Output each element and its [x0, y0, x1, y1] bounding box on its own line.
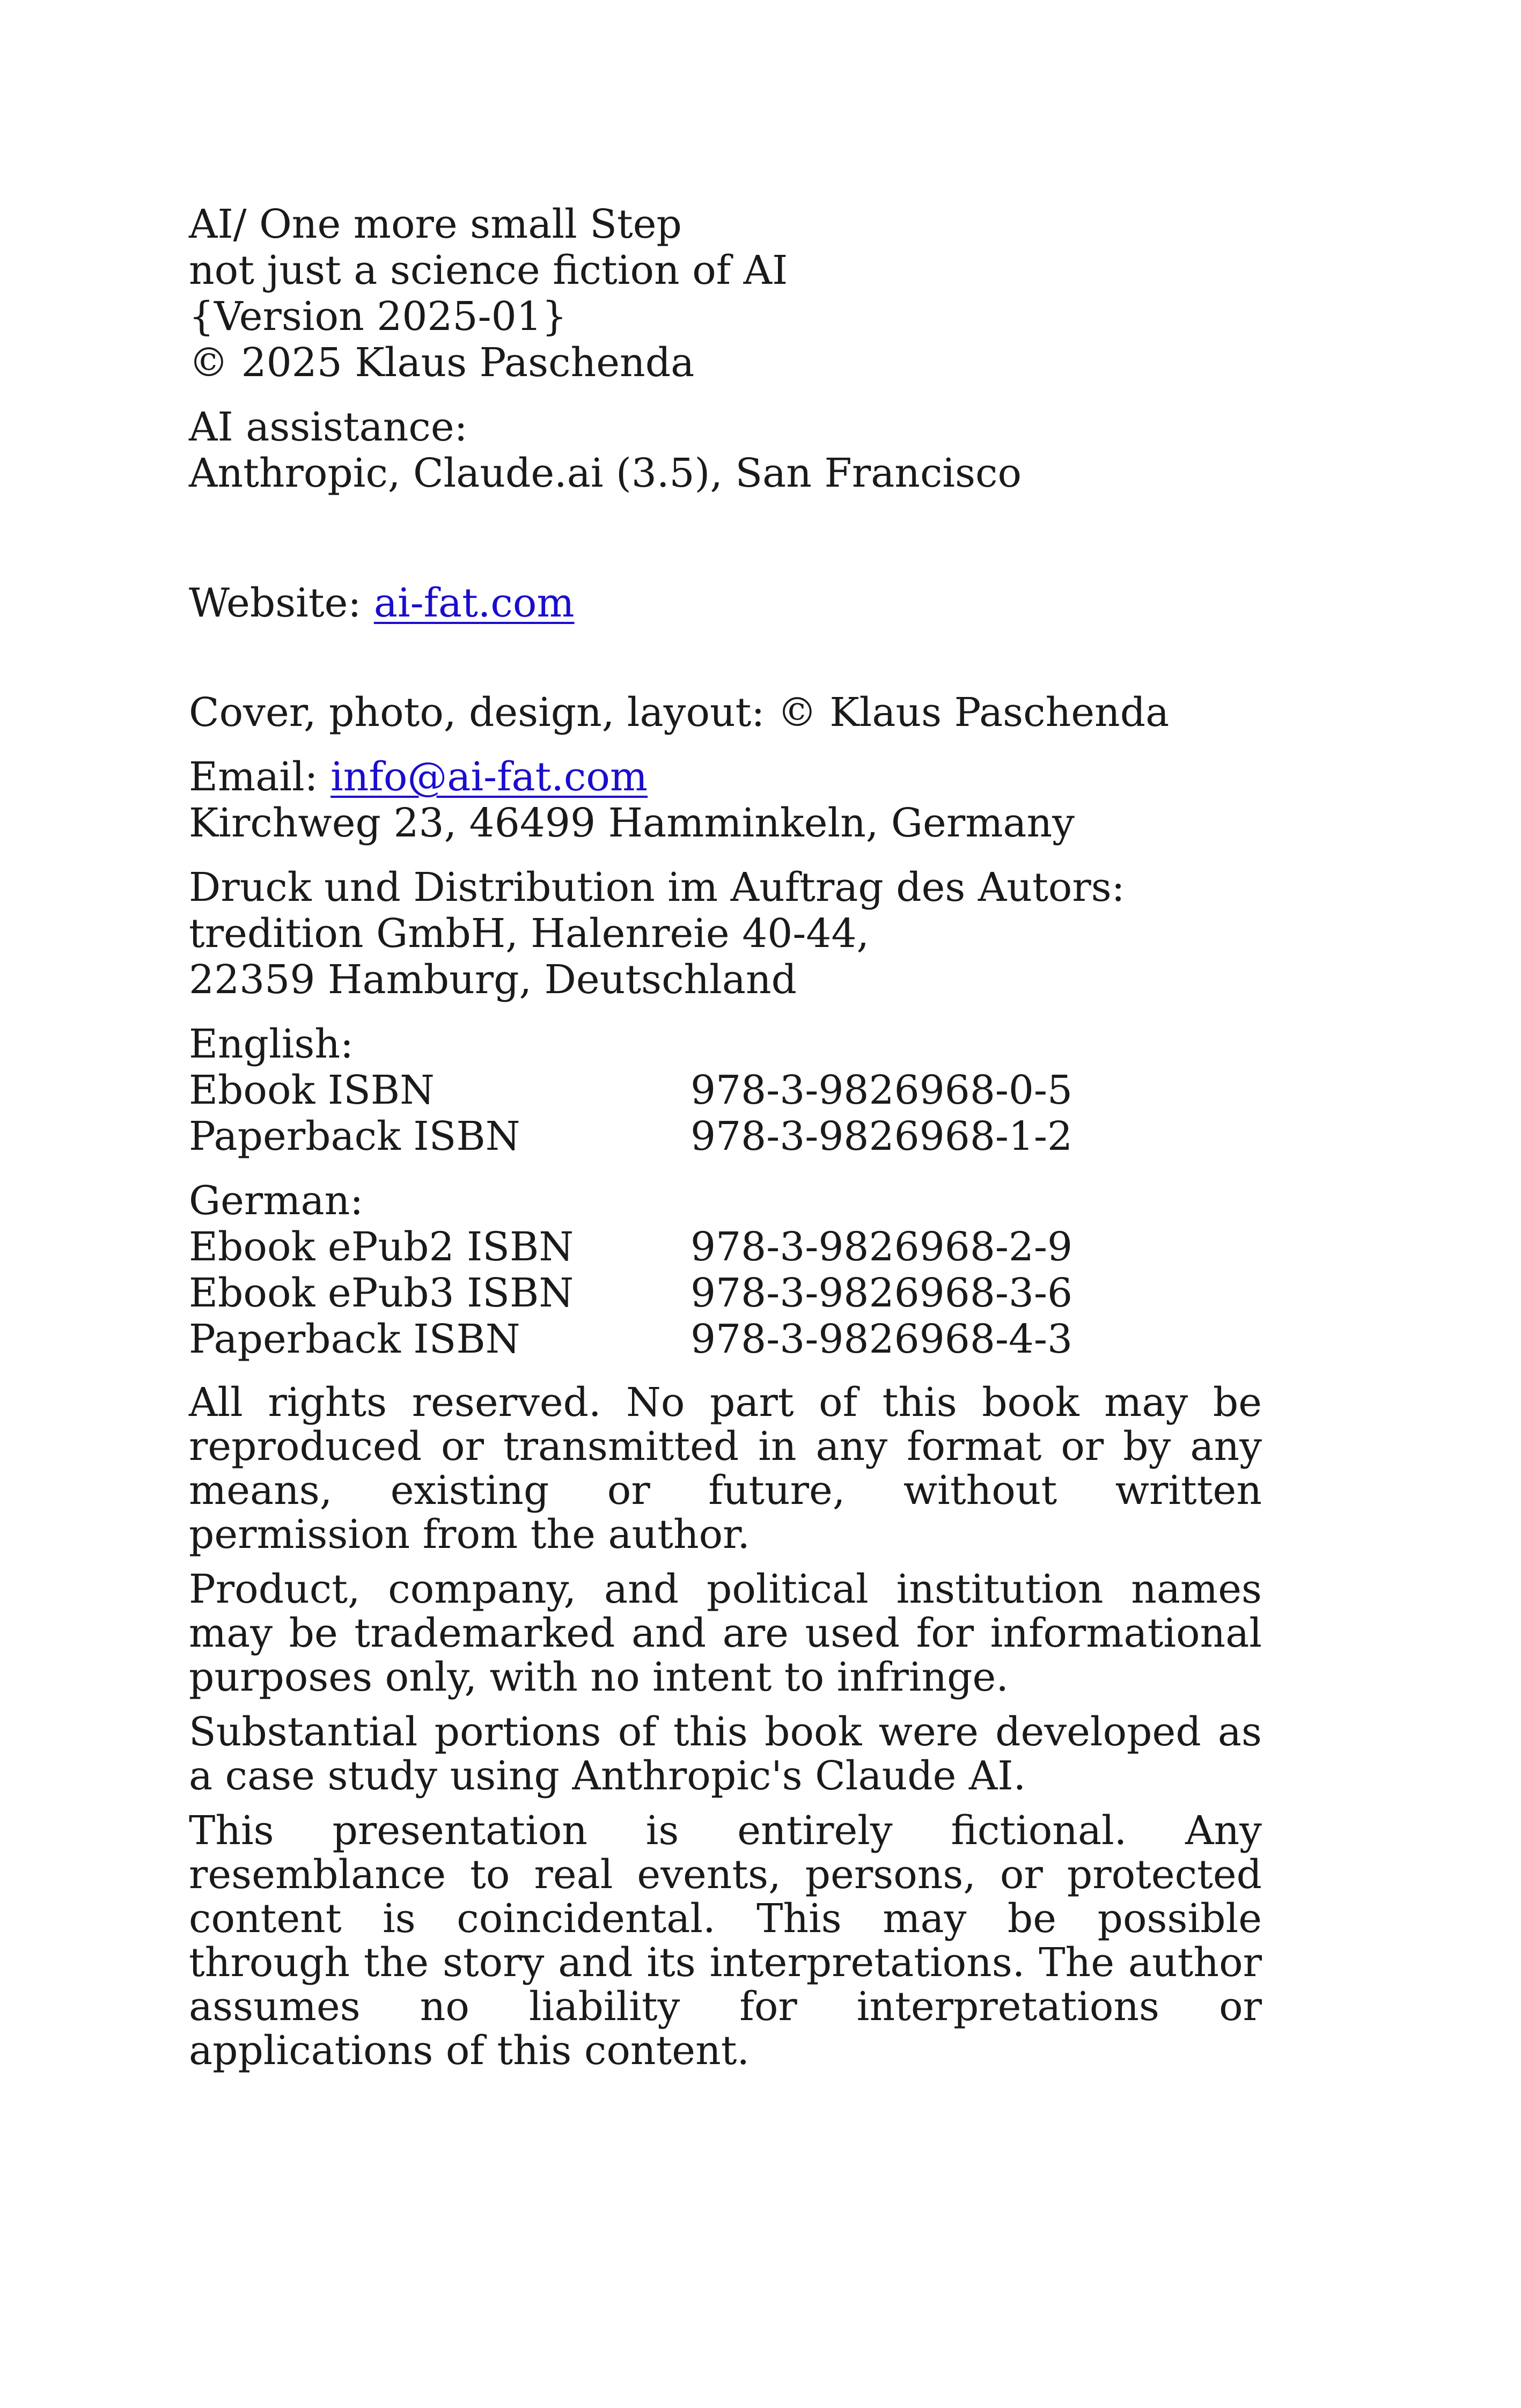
distribution-line-3: 22359 Hamburg, Deutschland: [189, 957, 797, 1003]
trademark-paragraph: Product, company, and political institution names may be trademarked and are used for informational purposes only, with no intent to infringe.: [189, 1566, 1262, 1700]
isbn-row: [189, 1224, 1262, 1270]
isbn-number: 978-3-9826968-3-6: [690, 1270, 1073, 1316]
version-label: {Version 2025-01}: [189, 293, 567, 340]
isbn-label: Ebook ISBN: [189, 1067, 435, 1113]
isbn-number: 978-3-9826968-0-5: [690, 1067, 1073, 1113]
isbn-label: Ebook ePub2 ISBN: [189, 1224, 574, 1270]
case-study-paragraph: Substantial portions of this book were developed as a case study using Anthropic's Claude AI.: [189, 1709, 1262, 1799]
isbn-number: 978-3-9826968-4-3: [690, 1316, 1073, 1362]
ai-assistance-label: AI assistance:: [189, 404, 468, 450]
distribution-line-2: tredition GmbH, Halenreie 40-44,: [189, 911, 870, 957]
fiction-disclaimer-paragraph: This presentation is entirely fictional. Any resemblance to real events, persons, or protected content is coincidental. This may be possible through the story and its interpretations. The author assumes no liability for interpretations or applications of this content.: [189, 1808, 1262, 2074]
email-label: Email:: [189, 754, 331, 800]
isbn-row: [189, 1113, 1262, 1159]
book-title: AI/ One more small Step: [189, 201, 682, 247]
copyright-page: [189, 201, 1262, 2073]
website-label: Website:: [189, 580, 374, 626]
email-line: [189, 754, 1262, 800]
english-heading: English:: [189, 1021, 354, 1067]
email-link[interactable]: info@ai-fat.com: [330, 754, 648, 800]
book-subtitle: not just a science fiction of AI: [189, 247, 788, 293]
german-heading: German:: [189, 1178, 364, 1224]
website-line: [189, 580, 1262, 626]
address-line: Kirchweg 23, 46499 Hamminkeln, Germany: [189, 800, 1075, 846]
credits-line: Cover, photo, design, layout: © Klaus Paschenda: [189, 689, 1170, 736]
isbn-row: [189, 1316, 1262, 1362]
isbn-label: Ebook ePub3 ISBN: [189, 1270, 574, 1316]
isbn-row: [189, 1270, 1262, 1316]
isbn-row: [189, 1067, 1262, 1113]
isbn-number: 978-3-9826968-2-9: [690, 1224, 1073, 1270]
isbn-label: Paperback ISBN: [189, 1113, 520, 1159]
website-link[interactable]: ai-fat.com: [373, 580, 575, 626]
ai-assistance-value: Anthropic, Claude.ai (3.5), San Francisco: [189, 450, 1022, 496]
rights-paragraph: All rights reserved. No part of this book may be reproduced or transmitted in any format or by any means, existing or future, without written permission from the author.: [189, 1379, 1262, 1558]
isbn-number: 978-3-9826968-1-2: [690, 1113, 1073, 1159]
isbn-label: Paperback ISBN: [189, 1316, 520, 1362]
distribution-line-1: Druck und Distribution im Auftrag des Autors:: [189, 864, 1125, 911]
copyright-line: © 2025 Klaus Paschenda: [189, 340, 695, 386]
